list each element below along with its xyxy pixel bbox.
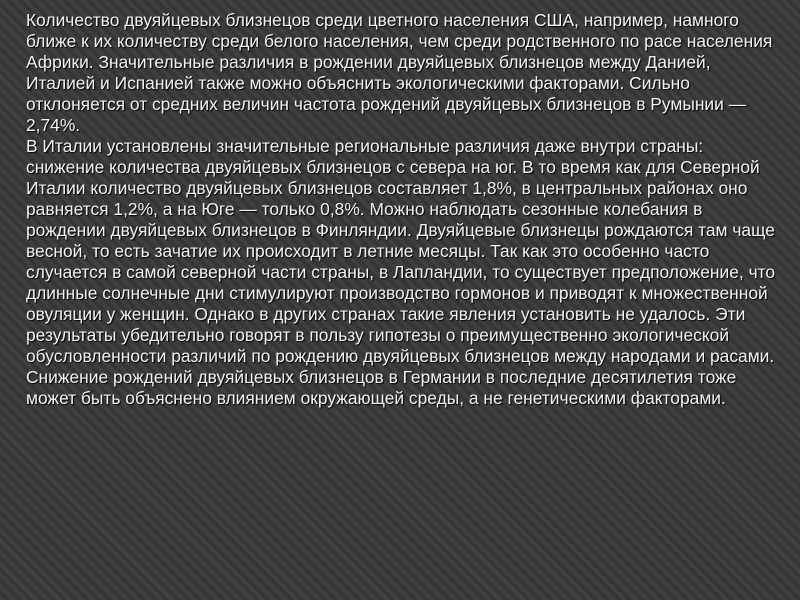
paragraph-romania-twins: Количество двуяйцевых близнецов среди цветного населения США, например, намного ближе к их количеству среди белого населения, чем среди родственного по расе населения Африки. Значительные различия в рождении двуяйцевых близнецов между Данией, Италией и Испанией также можно объяснить экологическими факторами. Сильно отклоняется от средних величин частота рождений двуяйцевых близнецов в Румынии — 2,74%. bbox=[26, 10, 773, 135]
paragraph-italy-finland: В Италии установлены значительные региональные различия даже внутри страны: снижение количества двуяйцевых близнецов с севера на юг. В то время как для Северной Италии количество двуяйцевых близнецов составляет 1,8%, в центральных районах оно равняется 1,2%, а на Юге — только 0,8%. Можно наблюдать сезонные колебания в рождении двуяйцевых близнецов в Финляндии. Двуяйцевые близнецы рождаются там чаще весной, то есть зачатие их происходит в летние месяцы. Так как это особенно часто случается в самой северной части страны, в Лапландии, то существует предположение, что длинные солнечные дни стимулируют производство гормонов и приводят к множественной овуляции у женщин. Однако в других странах такие явления установить не удалось. Эти результаты убедительно говорят в пользу гипотезы о преимущественно экологической обусловленности различий по рождению двуяйцевых близнецов между народами и расами. bbox=[26, 136, 776, 366]
slide-text-body bbox=[26, 10, 778, 410]
paragraph-germany: Снижение рождений двуяйцевых близнецов в Германии в последние десятилетия тоже может быть объяснено влиянием окружающей среды, а не генетическими факторами. bbox=[26, 367, 737, 409]
